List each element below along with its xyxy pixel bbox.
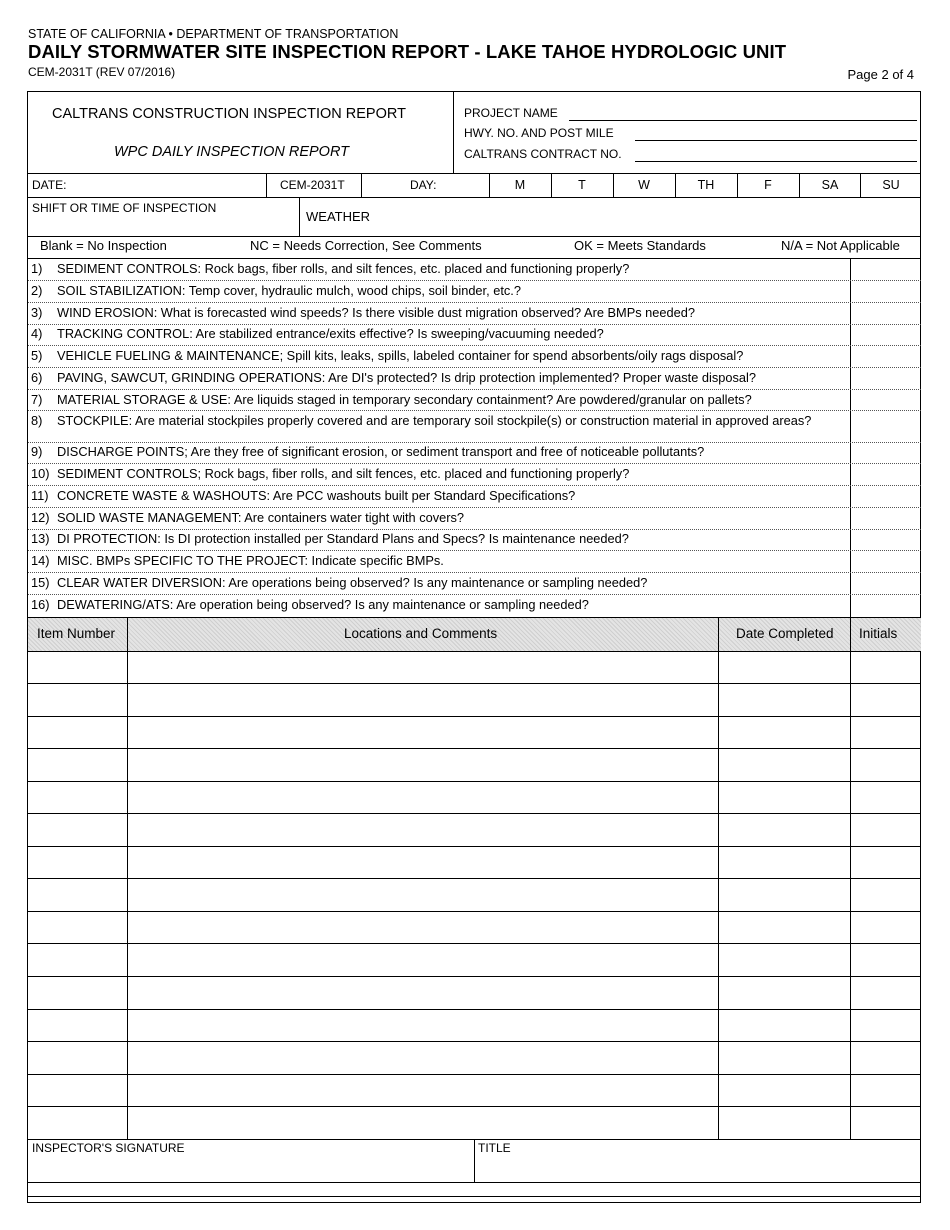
- report-heading-line2: WPC DAILY INSPECTION REPORT: [114, 144, 350, 160]
- divider: [299, 197, 300, 236]
- report-heading-line1: CALTRANS CONSTRUCTION INSPECTION REPORT: [52, 106, 406, 122]
- checklist-item-15: [31, 576, 846, 589]
- item-text: DEWATERING/ATS: Are operation being observed? Is any maintenance or sampling needed?: [57, 597, 589, 612]
- legend-nc: NC = Needs Correction, See Comments: [250, 238, 482, 253]
- checklist-item-3: [31, 306, 846, 319]
- day-tuesday[interactable]: T: [578, 178, 586, 192]
- legend-blank: Blank = No Inspection: [40, 238, 167, 253]
- item-number: 14): [31, 553, 50, 568]
- item-text: TRACKING CONTROL: Are stabilized entrance/exits effective? Is sweeping/vacuuming needed?: [57, 326, 604, 341]
- checklist-item-2: [31, 284, 846, 297]
- project-name-field[interactable]: [569, 120, 917, 121]
- agency-line: STATE OF CALIFORNIA • DEPARTMENT OF TRANSPORTATION: [28, 27, 399, 41]
- report-heading-block: [28, 92, 454, 173]
- project-name-label: PROJECT NAME: [464, 106, 558, 120]
- hwy-post-mile-label: HWY. NO. AND POST MILE: [464, 126, 614, 140]
- item-number: 8): [31, 413, 43, 428]
- form-number: CEM-2031T (REV 07/2016): [28, 65, 176, 79]
- item-text: SOIL STABILIZATION: Temp cover, hydraulic mulch, wood chips, soil binder, etc.?: [57, 283, 521, 298]
- divider: [28, 258, 921, 259]
- day-thursday[interactable]: TH: [697, 178, 715, 192]
- checklist-item-10: [31, 467, 846, 480]
- item-text: DI PROTECTION: Is DI protection installed per Standard Plans and Specs? Is maintenance needed?: [57, 531, 629, 546]
- checklist-item-12: [31, 511, 846, 524]
- col-locations-comments: Locations and Comments: [344, 626, 498, 641]
- item-text: CONCRETE WASTE & WASHOUTS: Are PCC washouts built per Standard Specifications?: [57, 488, 576, 503]
- day-monday[interactable]: M: [514, 178, 526, 192]
- item-text: MISC. BMPs SPECIFIC TO THE PROJECT: Indicate specific BMPs.: [57, 553, 444, 568]
- item-text: STOCKPILE: Are material stockpiles properly covered and are temporary soil stockpile(s) or construction material in approved areas?: [57, 413, 812, 428]
- item-number: 2): [31, 283, 43, 298]
- divider: [28, 1182, 921, 1183]
- page-number: Page 2 of 4: [847, 67, 914, 82]
- item-number: 1): [31, 261, 43, 276]
- item-number: 13): [31, 531, 50, 546]
- item-text: PAVING, SAWCUT, GRINDING OPERATIONS: Are DI's protected? Is drip protection implemented? Proper waste disposal?: [57, 370, 756, 385]
- project-info-block: [453, 92, 921, 173]
- day-saturday[interactable]: SA: [821, 178, 839, 192]
- item-number: 16): [31, 597, 50, 612]
- checklist-item-1: [31, 262, 846, 275]
- item-text: WIND EROSION: What is forecasted wind speeds? Is there visible dust migration observed? Are BMPs needed?: [57, 305, 696, 320]
- checklist-item-5: [31, 349, 846, 362]
- item-number: 11): [31, 488, 49, 503]
- divider: [28, 197, 921, 198]
- item-number: 9): [31, 444, 43, 459]
- item-text: SEDIMENT CONTROLS: Rock bags, fiber rolls, and silt fences, etc. placed and functioning properly?: [57, 261, 630, 276]
- title-label: TITLE: [478, 1141, 511, 1155]
- item-text: MATERIAL STORAGE & USE: Are liquids staged in temporary secondary containment? Are powdered/granular on pallets?: [57, 392, 752, 407]
- legend-ok: OK = Meets Standards: [574, 238, 706, 253]
- weather-label: WEATHER: [306, 209, 371, 224]
- divider: [28, 1196, 921, 1197]
- item-text: SOLID WASTE MANAGEMENT: Are containers water tight with covers?: [57, 510, 465, 525]
- item-number: 15): [31, 575, 50, 590]
- form-title: DAILY STORMWATER SITE INSPECTION REPORT - LAKE TAHOE HYDROLOGIC UNIT: [28, 41, 787, 62]
- day-label: DAY:: [410, 178, 437, 192]
- checklist-item-14: [31, 554, 846, 567]
- item-number: 5): [31, 348, 43, 363]
- item-text: SEDIMENT CONTROLS; Rock bags, fiber rolls, and silt fences, etc. placed and functioning properly?: [57, 466, 630, 481]
- item-number: 10): [31, 466, 50, 481]
- inspector-signature-label: INSPECTOR'S SIGNATURE: [32, 1141, 185, 1155]
- col-date-completed: Date Completed: [736, 626, 834, 641]
- item-text: DISCHARGE POINTS; Are they free of significant erosion, or sediment transport and free of noticeable pollutants?: [57, 444, 705, 459]
- checklist-item-6: [31, 371, 846, 384]
- status-column-divider: [850, 258, 851, 617]
- divider: [266, 173, 267, 197]
- col-initials: Initials: [859, 626, 898, 641]
- date-label: DATE:: [32, 178, 67, 192]
- item-number: 7): [31, 392, 43, 407]
- item-number: 4): [31, 326, 43, 341]
- col-item-number: Item Number: [37, 626, 116, 641]
- checklist-item-9: [31, 445, 846, 458]
- checklist-item-16: [31, 598, 846, 611]
- divider: [474, 1139, 475, 1182]
- item-number: 3): [31, 305, 43, 320]
- item-text: CLEAR WATER DIVERSION: Are operations being observed? Is any maintenance or sampling needed?: [57, 575, 648, 590]
- item-text: VEHICLE FUELING & MAINTENANCE; Spill kits, leaks, spills, labeled container for spend absorbents/oily rags disposal?: [57, 348, 744, 363]
- legend-na: N/A = Not Applicable: [781, 238, 900, 253]
- item-number: 12): [31, 510, 50, 525]
- divider: [28, 236, 921, 237]
- checklist-item-7: [31, 393, 846, 406]
- checklist-item-13: [31, 532, 846, 545]
- item-number: 6): [31, 370, 43, 385]
- contract-no-field[interactable]: [635, 161, 917, 162]
- day-wednesday[interactable]: W: [638, 178, 650, 192]
- checklist-item-11: [31, 489, 846, 502]
- divider: [361, 173, 362, 197]
- shift-label: SHIFT OR TIME OF INSPECTION: [32, 201, 217, 215]
- form-code: CEM-2031T: [280, 178, 345, 192]
- hwy-post-mile-field[interactable]: [635, 140, 917, 141]
- divider: [28, 173, 921, 174]
- day-sunday[interactable]: SU: [882, 178, 900, 192]
- comments-table-header: [28, 617, 921, 652]
- contract-no-label: CALTRANS CONTRACT NO.: [464, 147, 622, 161]
- checklist-item-4: [31, 327, 846, 340]
- checklist-item-8: [31, 414, 846, 427]
- day-friday[interactable]: F: [764, 178, 772, 192]
